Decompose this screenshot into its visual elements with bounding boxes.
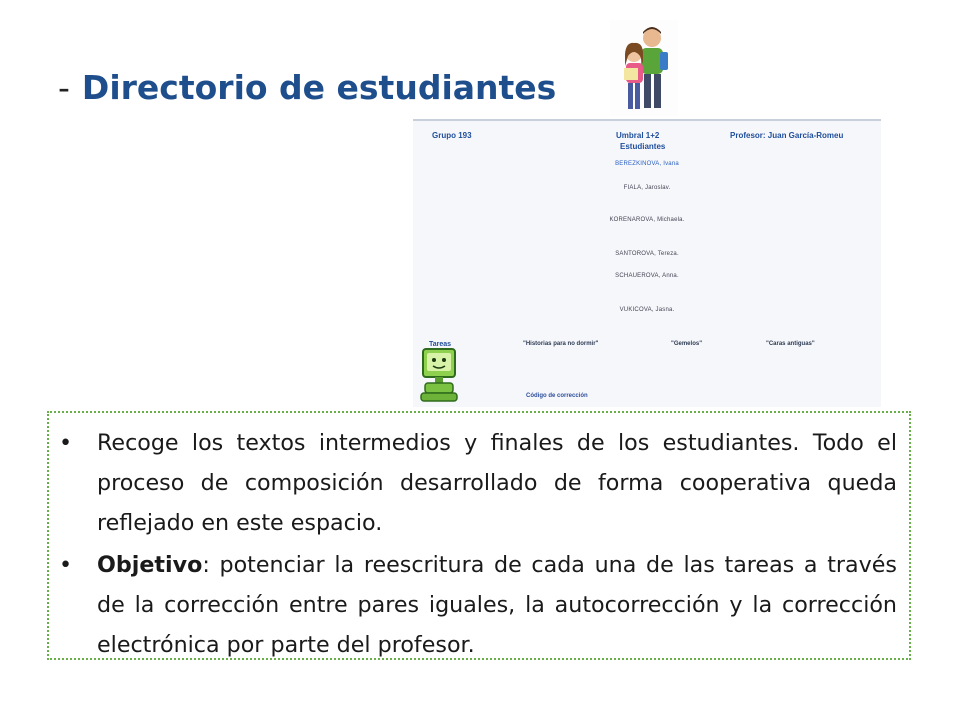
student-link[interactable]: VUKICOVA, Jasna.	[619, 307, 675, 313]
computer-icon[interactable]	[417, 347, 461, 405]
task-link[interactable]: "Historias para no dormir"	[523, 341, 599, 347]
bullet-strong: Objetivo	[97, 552, 203, 578]
task-link[interactable]: "Gemelos"	[671, 341, 703, 347]
bullet-text: Recoge los textos intermedios y finales de los estudiantes. Todo el proceso de composición desarrollado de forma cooperativa queda reflejado en este espacio.	[97, 430, 897, 536]
bullet-item	[97, 545, 897, 665]
student-link[interactable]: FIALA, Jaroslav.	[623, 185, 671, 191]
bullet-text: : potenciar la reescritura de cada una de las tareas a través de la corrección entre pares iguales, la autocorrección y la corrección electrónica por parte del profesor.	[97, 552, 897, 658]
task-link[interactable]: "Caras antiguas"	[766, 341, 815, 347]
bullet-item	[97, 423, 897, 543]
student-link[interactable]: KORENAROVA, Michaela.	[609, 217, 685, 223]
level-label: Umbral 1+2	[616, 131, 660, 140]
student-link[interactable]: SANTOROVA, Tereza.	[615, 251, 679, 257]
correction-code-link[interactable]: Código de corrección	[526, 393, 588, 399]
tasks-label: Tareas	[429, 341, 452, 348]
students-photo-icon	[610, 20, 678, 116]
title-text: Directorio de estudiantes	[81, 68, 557, 107]
bullet-list	[97, 423, 897, 667]
teacher-label: Profesor: Juan García-Romeu	[730, 131, 844, 140]
student-link[interactable]: BEREZKINOVA, Ivana	[615, 161, 679, 167]
description-box	[47, 411, 911, 660]
student-directory-panel	[413, 119, 881, 407]
student-link[interactable]: SCHAUEROVA, Anna.	[615, 273, 679, 279]
title-dash: -	[58, 68, 70, 107]
slide-title	[58, 68, 556, 107]
students-heading: Estudiantes	[620, 142, 666, 151]
group-label: Grupo 193	[432, 131, 472, 140]
